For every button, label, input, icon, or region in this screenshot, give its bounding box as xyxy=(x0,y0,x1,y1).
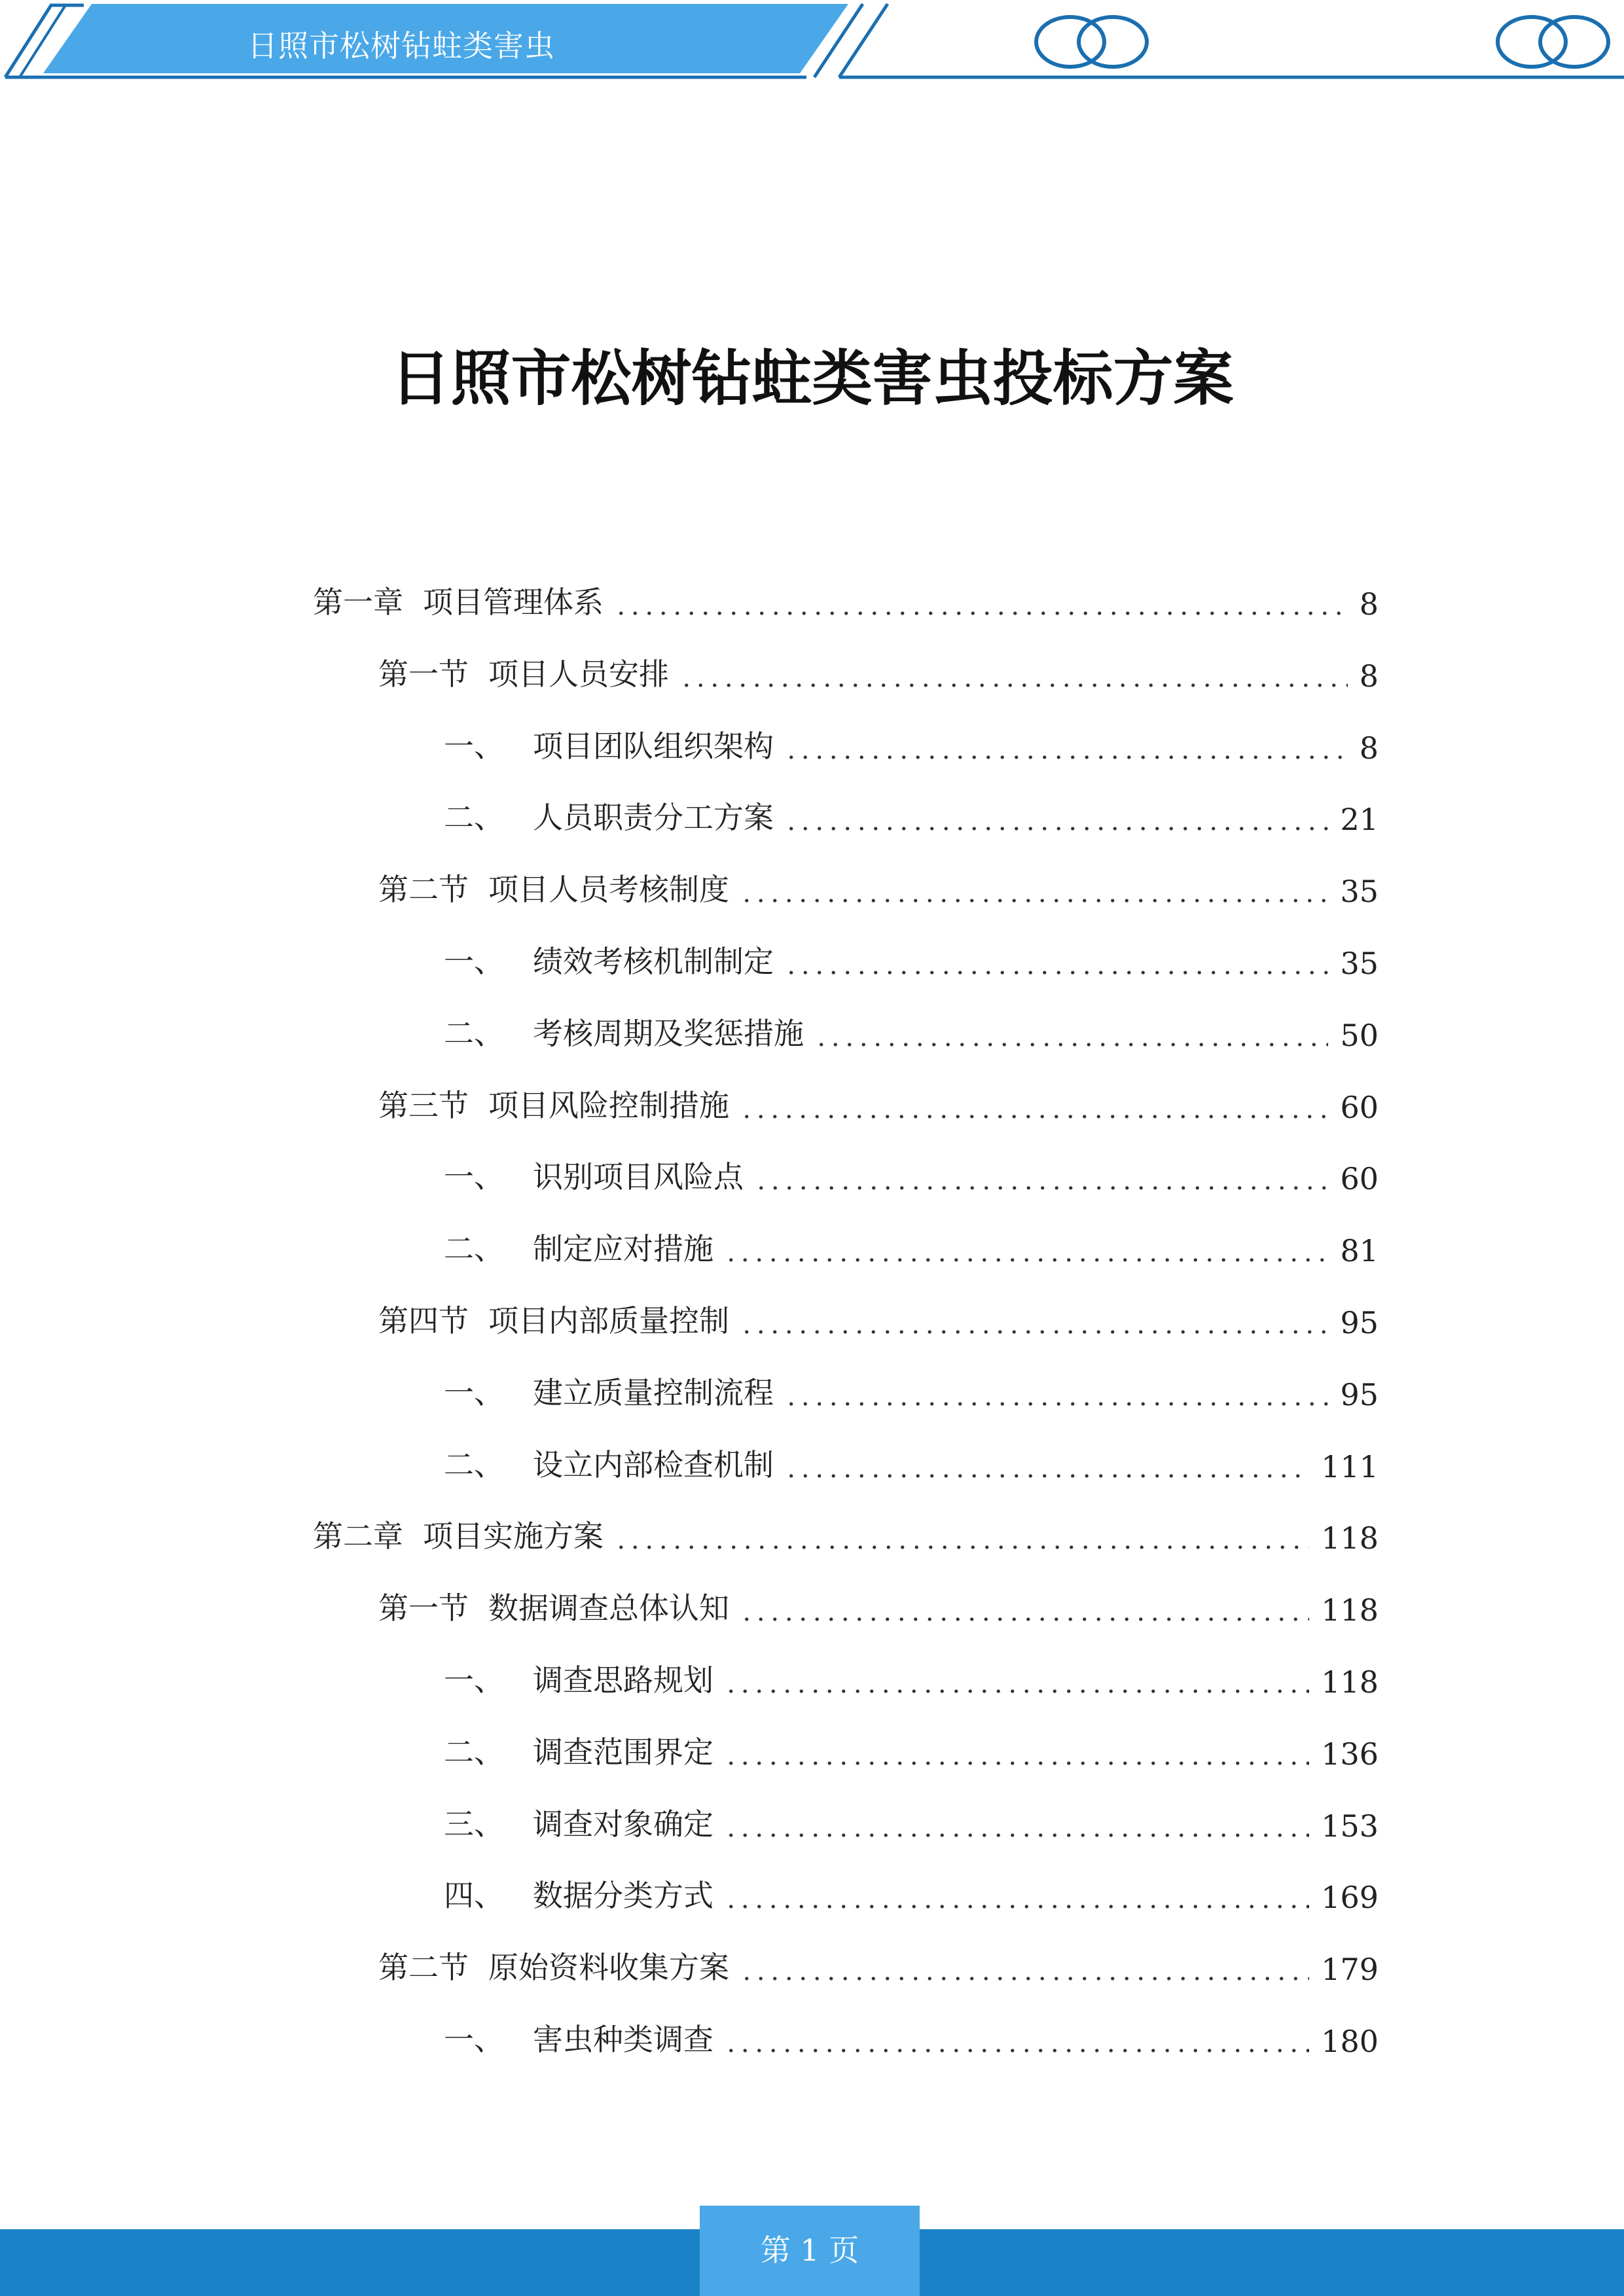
toc-entry-label: 识别项目风险点 xyxy=(533,1159,744,1194)
toc-dot-leader xyxy=(613,1545,1309,1549)
toc-entry[interactable] xyxy=(444,935,1379,981)
toc-entry-label: 原始资料收集方案 xyxy=(488,1950,729,1985)
toc-entry-page-number: 81 xyxy=(1340,1233,1379,1268)
toc-entry-page-number: 169 xyxy=(1321,1880,1379,1915)
toc-entry-number: 一、 xyxy=(444,1662,504,1698)
toc-entry-page-number: 111 xyxy=(1321,1449,1379,1484)
toc-entry[interactable] xyxy=(444,1798,1379,1844)
toc-entry-label: 数据调查总体认知 xyxy=(488,1590,729,1626)
toc-entry-label: 项目人员安排 xyxy=(488,656,669,692)
toc-entry-number: 三、 xyxy=(444,1806,504,1842)
toc-entry[interactable] xyxy=(444,1367,1379,1412)
toc-dot-leader xyxy=(738,1115,1328,1119)
toc-entry[interactable] xyxy=(313,576,1379,622)
toc-entry-number: 一、 xyxy=(444,944,504,979)
toc-dot-leader xyxy=(738,1977,1309,1981)
toc-entry-label: 项目管理体系 xyxy=(423,584,604,620)
toc-dot-leader xyxy=(723,1689,1309,1693)
toc-entry[interactable] xyxy=(444,1223,1379,1268)
toc-entry[interactable] xyxy=(444,1151,1379,1196)
toc-entry-number: 第二节 xyxy=(378,872,469,907)
page-number: 第 1 页 xyxy=(760,2233,859,2268)
toc-dot-leader xyxy=(723,1833,1309,1837)
toc-entry[interactable] xyxy=(313,1510,1379,1556)
toc-entry-label: 调查范围界定 xyxy=(533,1734,713,1770)
toc-entry-page-number: 8 xyxy=(1359,730,1379,766)
toc-entry[interactable] xyxy=(378,1582,1379,1628)
toc-entry-page-number: 8 xyxy=(1359,586,1379,622)
toc-entry-number: 第一章 xyxy=(313,584,403,620)
toc-dot-leader xyxy=(783,827,1328,831)
toc-dot-leader xyxy=(783,755,1348,759)
toc-entry-label: 人员职责分工方案 xyxy=(533,800,774,835)
toc-entry-number: 二、 xyxy=(444,1016,504,1051)
toc-entry-page-number: 35 xyxy=(1340,946,1379,981)
toc-dot-leader xyxy=(723,1761,1309,1765)
toc-entry-label: 建立质量控制流程 xyxy=(533,1375,774,1410)
toc-entry-number: 二、 xyxy=(444,800,504,835)
toc-entry-number: 四、 xyxy=(444,1878,504,1913)
toc-entry-label: 设立内部检查机制 xyxy=(533,1447,774,1482)
toc-entry-page-number: 60 xyxy=(1340,1161,1379,1196)
header-title: 日照市松树钻蛀类害虫 xyxy=(247,28,555,63)
toc-dot-leader xyxy=(678,683,1348,687)
toc-entry-number: 第一节 xyxy=(378,1590,469,1626)
rings-icon xyxy=(1036,17,1147,67)
toc-dot-leader xyxy=(613,611,1348,615)
toc-entry-page-number: 118 xyxy=(1321,1592,1379,1628)
toc-entry[interactable] xyxy=(378,1079,1379,1125)
toc-entry-label: 调查思路规划 xyxy=(533,1662,713,1698)
toc-dot-leader xyxy=(738,1617,1309,1621)
toc-dot-leader xyxy=(738,1330,1328,1334)
toc-entry[interactable] xyxy=(444,1654,1379,1700)
toc-dot-leader xyxy=(723,1258,1328,1262)
rings-icon xyxy=(1498,17,1608,67)
toc-dot-leader xyxy=(783,1402,1328,1406)
toc-entry-label: 项目风险控制措施 xyxy=(488,1088,729,1123)
toc-entry-number: 一、 xyxy=(444,2022,504,2057)
toc-entry[interactable] xyxy=(444,1007,1379,1053)
toc-entry[interactable] xyxy=(378,1295,1379,1340)
toc-entry-number: 一、 xyxy=(444,1375,504,1410)
toc-entry-number: 第三节 xyxy=(378,1088,469,1123)
toc-entry[interactable] xyxy=(444,1726,1379,1772)
page-header xyxy=(0,0,1624,85)
toc-entry-label: 害虫种类调查 xyxy=(533,2022,713,2057)
toc-entry[interactable] xyxy=(444,1869,1379,1915)
toc-entry-number: 第二章 xyxy=(313,1518,403,1554)
toc-entry[interactable] xyxy=(378,1941,1379,1987)
toc-entry[interactable] xyxy=(444,791,1379,837)
toc-dot-leader xyxy=(813,1043,1328,1047)
toc-entry-page-number: 95 xyxy=(1340,1305,1379,1340)
toc-dot-leader xyxy=(783,1474,1309,1478)
toc-entry[interactable] xyxy=(444,1439,1379,1484)
header-mid-slash-2 xyxy=(839,4,888,77)
toc-entry-number: 二、 xyxy=(444,1447,504,1482)
toc-entry-number: 二、 xyxy=(444,1231,504,1266)
toc-entry-label: 项目内部质量控制 xyxy=(488,1303,729,1338)
toc-entry-page-number: 118 xyxy=(1321,1520,1379,1556)
toc-dot-leader xyxy=(738,899,1328,903)
toc-entry-number: 一、 xyxy=(444,728,504,764)
toc-entry-page-number: 60 xyxy=(1340,1090,1379,1125)
toc-entry[interactable] xyxy=(444,2013,1379,2059)
toc-entry-number: 第二节 xyxy=(378,1950,469,1985)
toc-entry-page-number: 180 xyxy=(1321,2024,1379,2059)
toc-entry-label: 项目人员考核制度 xyxy=(488,872,729,907)
toc-entry-page-number: 136 xyxy=(1321,1736,1379,1772)
toc-dot-leader xyxy=(753,1186,1328,1190)
toc-entry[interactable] xyxy=(378,648,1379,694)
toc-entry-page-number: 118 xyxy=(1321,1664,1379,1700)
toc-entry-page-number: 179 xyxy=(1321,1952,1379,1987)
header-decoration xyxy=(0,0,1624,85)
toc-entry-page-number: 21 xyxy=(1340,802,1379,837)
toc-entry-page-number: 35 xyxy=(1340,874,1379,909)
toc-entry[interactable] xyxy=(378,863,1379,909)
toc-entry-number: 第四节 xyxy=(378,1303,469,1338)
toc-entry-page-number: 8 xyxy=(1359,658,1379,694)
toc-entry-label: 项目实施方案 xyxy=(423,1518,604,1554)
toc-dot-leader xyxy=(723,2049,1309,2053)
toc-entry-page-number: 50 xyxy=(1340,1018,1379,1053)
toc-entry-label: 考核周期及奖惩措施 xyxy=(533,1016,804,1051)
toc-dot-leader xyxy=(723,1905,1309,1909)
toc-entry-page-number: 153 xyxy=(1321,1808,1379,1844)
toc-entry-number: 二、 xyxy=(444,1734,504,1770)
toc-dot-leader xyxy=(783,971,1328,975)
toc-entry-number: 第一节 xyxy=(378,656,469,692)
toc-entry-label: 绩效考核机制制定 xyxy=(533,944,774,979)
toc-entry-label: 调查对象确定 xyxy=(533,1806,713,1842)
document-title: 日照市松树钻蛀类害虫投标方案 xyxy=(390,343,1234,414)
toc-entry[interactable] xyxy=(444,720,1379,766)
toc-entry-label: 制定应对措施 xyxy=(533,1231,713,1266)
toc-entry-page-number: 95 xyxy=(1340,1377,1379,1412)
toc-entry-number: 一、 xyxy=(444,1159,504,1194)
toc-entry-label: 数据分类方式 xyxy=(533,1878,713,1913)
toc-entry-label: 项目团队组织架构 xyxy=(533,728,774,764)
